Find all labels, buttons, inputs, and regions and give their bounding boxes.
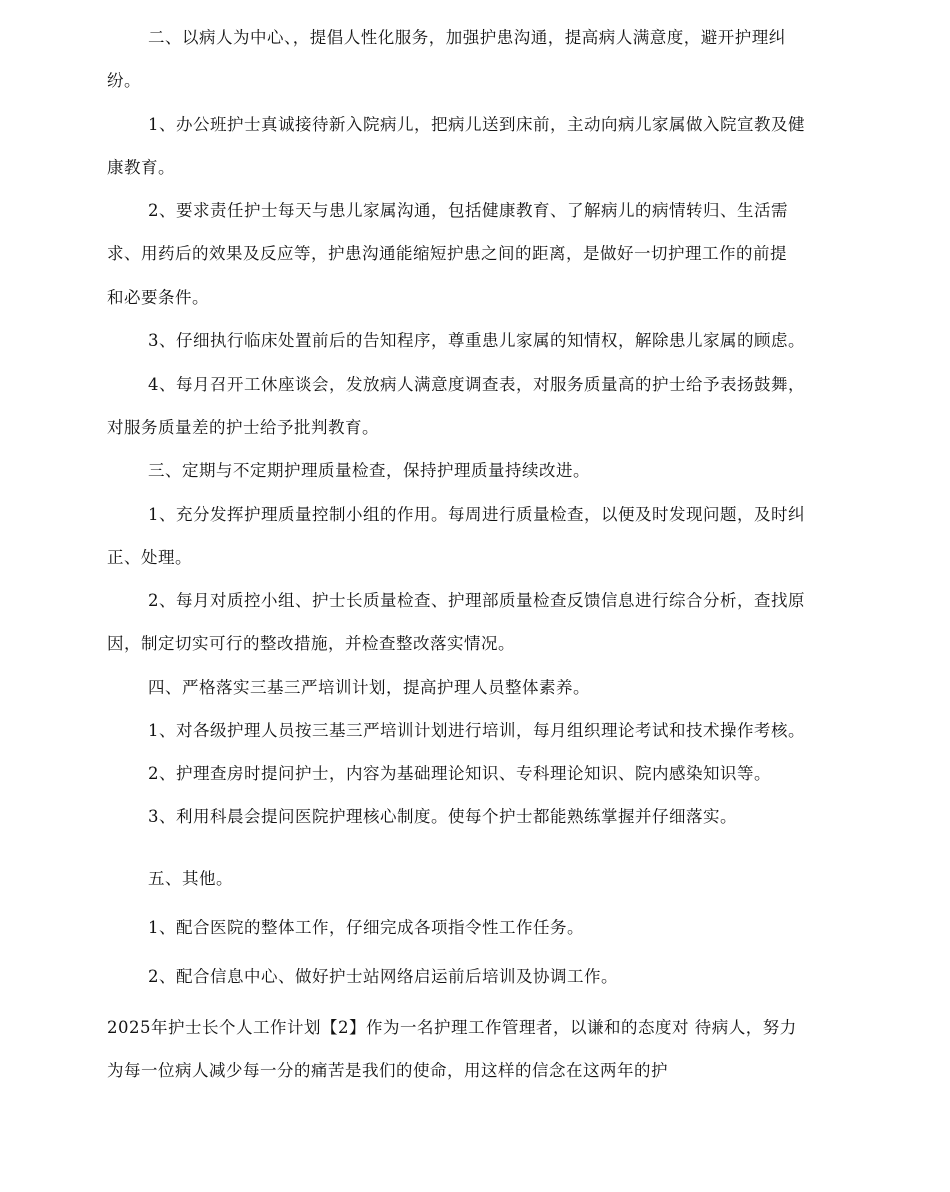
section-heading: 五、其他。 [148,869,233,888]
paragraph-line: 2、护理查房时提问护士，内容为基础理论知识、专科理论知识、院内感染知识等。 [148,764,771,783]
paragraph-line: 1、办公班护士真诚接待新入院病儿，把病儿送到床前，主动向病儿家属做入院宣教及健 [148,115,805,134]
paragraph-line: 3、仔细执行临床处置前后的告知程序，尊重患儿家属的知情权，解除患儿家属的顾虑。 [148,331,805,350]
paragraph-line: 2、每月对质控小组、护士长质量检查、护理部质量检查反馈信息进行综合分析，查找原 [148,591,805,610]
paragraph-line: 为每一位病人减少每一分的痛苦是我们的使命，用这样的信念在这两年的护 [107,1061,668,1080]
paragraph-line: 1、对各级护理人员按三基三严培训计划进行培训，每月组织理论考试和技术操作考核。 [148,721,805,740]
paragraph-line: 和必要条件。 [107,288,209,307]
paragraph-line: 对服务质量差的护士给予批判教育。 [107,418,379,437]
paragraph-line: 3、利用科晨会提问医院护理核心制度。使每个护士都能熟练掌握并仔细落实。 [148,807,737,826]
paragraph-line: 2、要求责任护士每天与患儿家属沟通，包括健康教育、了解病儿的病情转归、生活需 [148,201,788,220]
paragraph-line: 4、每月召开工休座谈会，发放病人满意度调查表，对服务质量高的护士给予表扬鼓舞， [148,375,805,394]
section-heading: 三、定期与不定期护理质量检查，保持护理质量持续改进。 [148,461,590,480]
paragraph-line: 纷。 [107,71,141,90]
paragraph-line: 1、充分发挥护理质量控制小组的作用。每周进行质量检查，以便及时发现问题，及时纠 [148,505,805,524]
paragraph-line: 2025年护士长个人工作计划【2】作为一名护理工作管理者，以谦和的态度对 待病人，努力 [107,1018,797,1037]
paragraph-line: 2、配合信息中心、做好护士站网络启运前后培训及协调工作。 [148,967,618,986]
paragraph-line: 二、以病人为中心、，提倡人性化服务，加强护患沟通，提高病人满意度，避开护理纠 [148,28,786,47]
section-heading: 四、严格落实三基三严培训计划，提高护理人员整体素养。 [148,678,590,697]
paragraph-line: 求、用药后的效果及反应等，护患沟通能缩短护患之间的距离，是做好一切护理工作的前提 [107,244,787,263]
paragraph-line: 正、处理。 [107,548,192,567]
paragraph-line: 1、配合医院的整体工作，仔细完成各项指令性工作任务。 [148,918,584,937]
paragraph-line: 因，制定切实可行的整改措施，并检查整改落实情况。 [107,634,515,653]
paragraph-line: 康教育。 [107,158,175,177]
